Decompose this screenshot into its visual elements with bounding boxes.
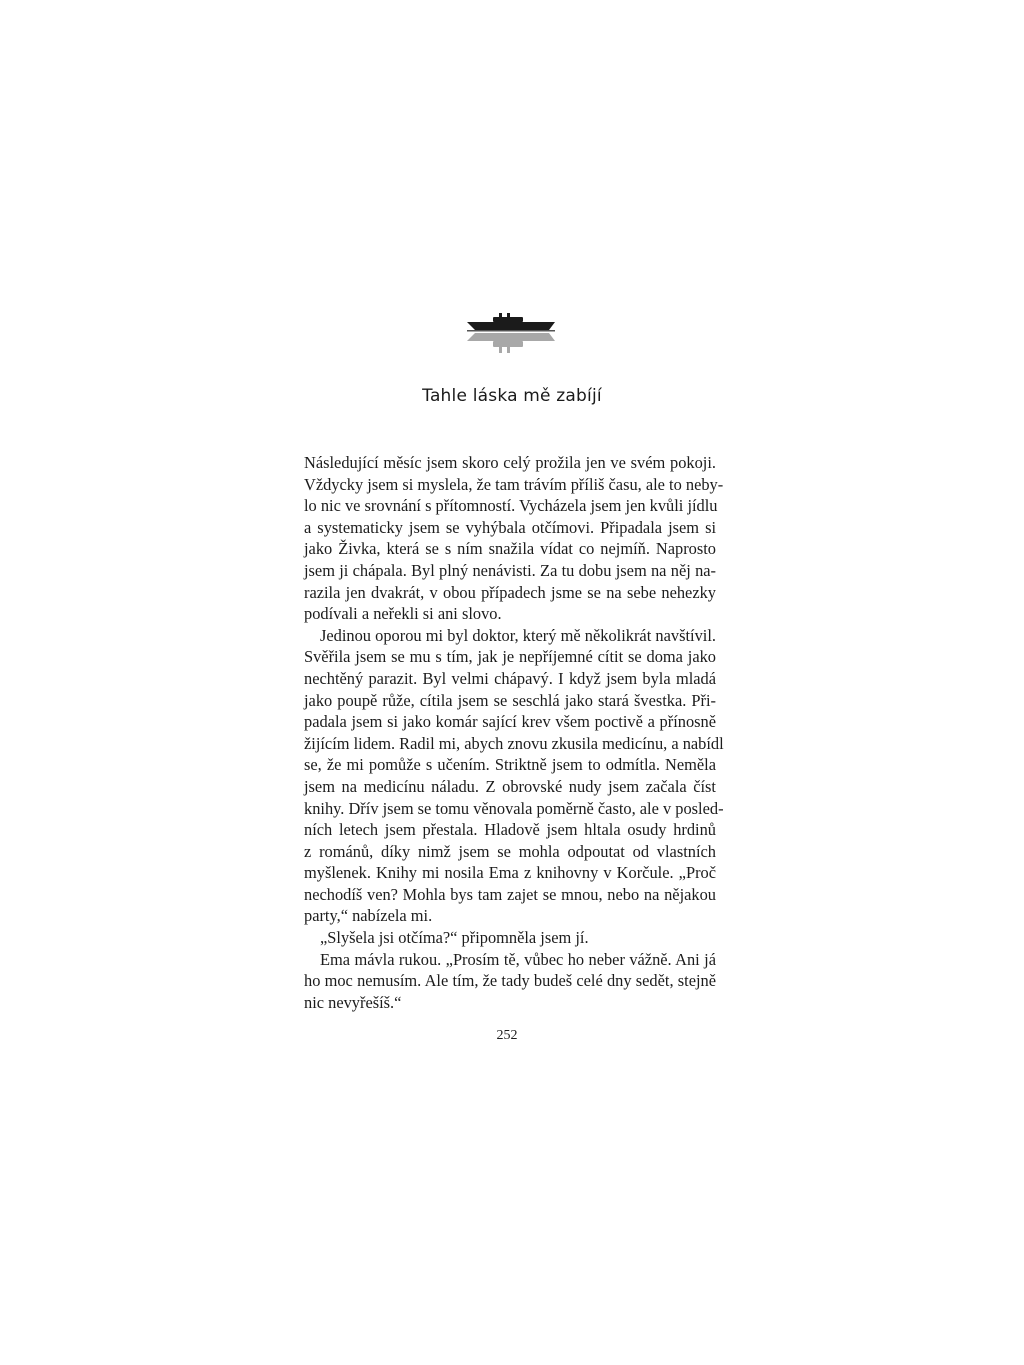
text-line: myšlenek. Knihy mi nosila Ema z knihovny v Korčule. „Proč bbox=[304, 863, 716, 883]
text-line: podívali a neřekli si ani slovo. bbox=[304, 604, 502, 624]
text-line: ho moc nemusím. Ale tím, že tady budeš celé dny sedět, stejně bbox=[304, 971, 716, 991]
text-line: padala jsem si jako komár sající krev všem poctivě a přínosně bbox=[304, 712, 716, 732]
text-line: ních letech jsem přestala. Hladově jsem hltala osudy hrdinů bbox=[304, 820, 716, 840]
text-line: jako poupě růže, cítila jsem se seschlá jako stará švestka. Při- bbox=[304, 690, 716, 710]
text-line: žijícím lidem. Radil mi, abych znovu zkusila medicínu, a nabídl bbox=[304, 733, 724, 753]
text-line: knihy. Dřív jsem se tomu věnovala poměrně často, ale v posled- bbox=[304, 798, 724, 818]
text-line: razila jen dvakrát, v obou případech jsme se na sebe nehezky bbox=[304, 582, 716, 602]
page-number: 252 bbox=[496, 1028, 518, 1043]
text-line: „Slyšela jsi otčíma?“ připomněla jsem jí. bbox=[320, 928, 589, 948]
text-line: Ema mávla rukou. „Prosím tě, vůbec ho neber vážně. Ani já bbox=[320, 949, 716, 969]
text-line: party,“ nabízela mi. bbox=[304, 906, 433, 926]
text-line: nechodíš ven? Mohla bys tam zajet se mnou, nebo na nějakou bbox=[304, 884, 716, 904]
text-line: se, že mi pomůže s učením. Striktně jsem to odmítla. Neměla bbox=[304, 755, 716, 775]
text-line: nechtěný parazit. Byl velmi chápavý. I když jsem byla mladá bbox=[304, 668, 716, 688]
chapter-title: Tahle láska mě zabíjí bbox=[422, 386, 602, 406]
text-line: nic nevyřešíš.“ bbox=[304, 992, 402, 1012]
text-line: jsem na medicínu náladu. Z obrovské nudy jsem začala číst bbox=[304, 776, 716, 796]
text-line: Svěřila jsem se mu s tím, jak je nepříjemné cítit se doma jako bbox=[304, 647, 716, 667]
text-line: a systematicky jsem se vyhýbala otčímovi. Připadala jsem si bbox=[304, 517, 716, 537]
text-line: Vždycky jsem si myslela, že tam trávím příliš času, ale to neby- bbox=[304, 474, 724, 494]
ship-with-reflection-icon bbox=[463, 310, 559, 360]
text-line: Následující měsíc jsem skoro celý prožila jen ve svém pokoji. bbox=[304, 453, 716, 472]
text-line: jako Živka, která se s ním snažila vídat co nejmíň. Naprosto bbox=[304, 539, 716, 559]
text-line: z románů, díky nimž jsem se mohla odpoutat od vlastních bbox=[304, 841, 716, 861]
text-line: jsem ji chápala. Byl plný nenávisti. Za tu dobu jsem na něj na- bbox=[304, 560, 716, 580]
body-text bbox=[304, 452, 724, 1013]
text-line: Jedinou oporou mi byl doktor, který mě několikrát navštívil. bbox=[320, 625, 716, 645]
text-line: lo nic ve srovnání s přítomností. Vycházela jsem jen kvůli jídlu bbox=[304, 496, 718, 516]
